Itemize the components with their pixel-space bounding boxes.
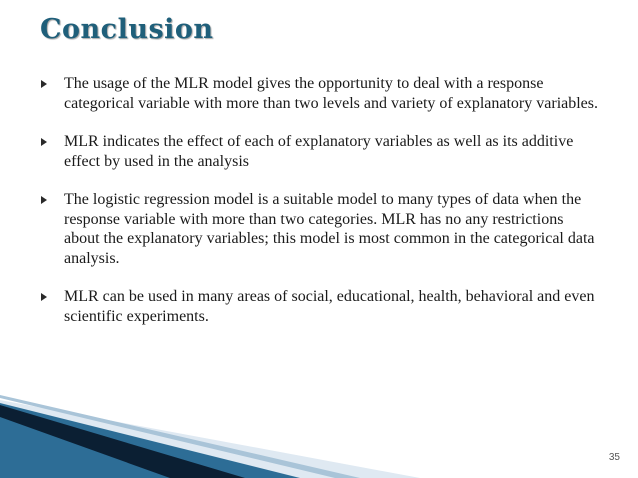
- bullet-triangle-icon: [41, 293, 47, 301]
- bullet-item: [40, 74, 600, 113]
- bullet-list: [40, 74, 600, 326]
- bullet-triangle-icon: [41, 138, 47, 146]
- bullet-item: [40, 132, 600, 171]
- bullet-item: [40, 190, 600, 268]
- bullet-triangle-icon: [41, 80, 47, 88]
- slide-title: Conclusion: [40, 14, 214, 45]
- bullet-text: The logistic regression model is a suitable model to many types of data when the response variable with more than two categories. MLR has no any restrictions about the explanatory variables; this model is most common in the categorical data analysis.: [64, 191, 595, 267]
- bullet-text: MLR can be used in many areas of social, educational, health, behavioral and even scientific experiments.: [64, 288, 595, 325]
- bullet-item: [40, 287, 600, 326]
- page-number: 35: [608, 452, 620, 463]
- bullet-triangle-icon: [41, 196, 47, 204]
- bullet-text: The usage of the MLR model gives the opportunity to deal with a response categorical variable with more than two levels and variety of explanatory variables.: [64, 75, 599, 112]
- bullet-text: MLR indicates the effect of each of explanatory variables as well as its additive effect by used in the analysis: [64, 133, 574, 170]
- decorative-swoosh: [0, 395, 420, 478]
